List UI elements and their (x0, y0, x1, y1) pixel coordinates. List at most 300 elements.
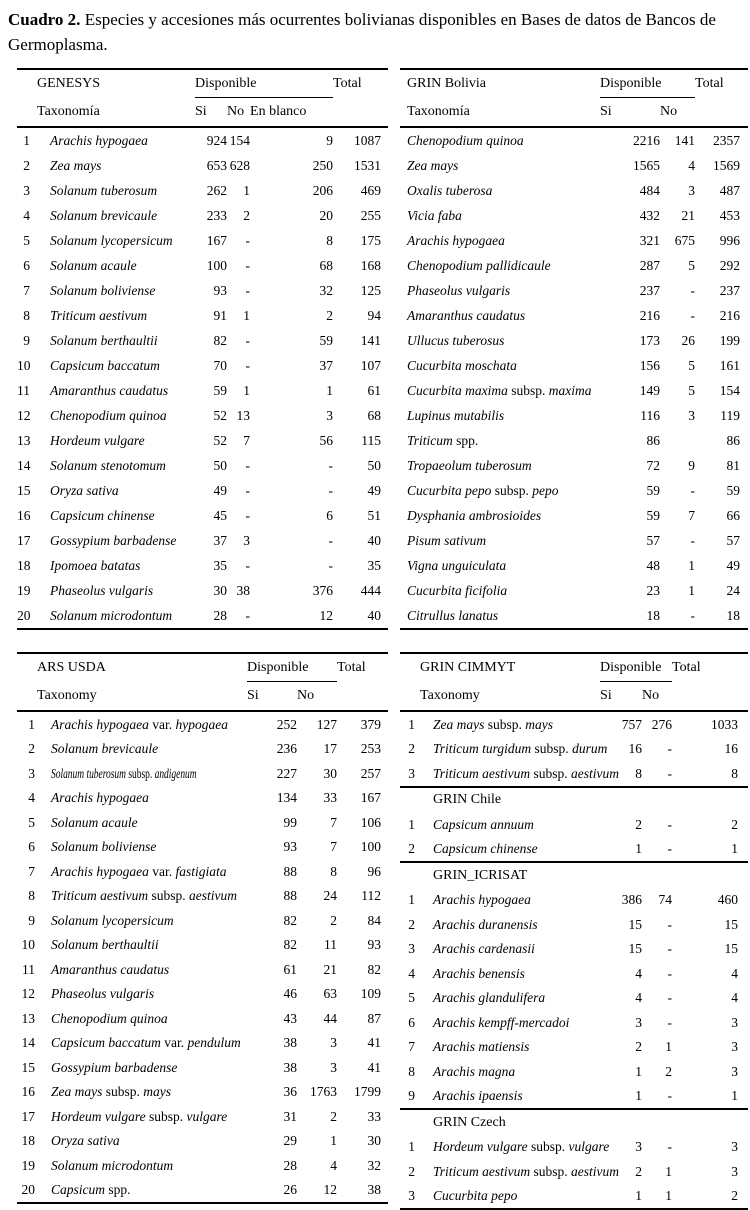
cell-species (30, 203, 195, 228)
cell-species (35, 786, 247, 811)
cell-si: 31 (283, 1108, 298, 1124)
cell-species (400, 253, 600, 278)
caption-label: Cuadro 2. (8, 10, 81, 29)
genesys-header (17, 69, 388, 127)
cell-no: 1 (243, 307, 251, 323)
species-name: Cucurbita maxima (407, 382, 508, 398)
cell-en-blanco: 37 (319, 357, 334, 373)
species-name: Arachis hypogaea (51, 863, 149, 879)
cell-total: 49 (726, 557, 741, 573)
table-row (400, 403, 748, 428)
cell-species (30, 153, 195, 178)
cell-index: 2 (408, 741, 416, 757)
cell-species (400, 127, 600, 153)
cell-no: - (690, 482, 696, 498)
header-taxonomy: Taxonomy (17, 682, 247, 712)
cell-species (30, 378, 195, 403)
cell-si: 88 (283, 888, 298, 904)
section-title-row (400, 1109, 748, 1135)
top-tables-row (17, 68, 748, 630)
table-row (400, 528, 748, 553)
cell-index: 6 (23, 257, 30, 273)
table-row (400, 986, 748, 1011)
species-name: Phaseolus vulgaris (51, 986, 155, 1002)
cell-no: 9 (688, 457, 696, 473)
cell-species (35, 884, 247, 909)
cell-total: 379 (360, 716, 382, 732)
cell-si: 48 (646, 557, 661, 573)
cell-total: 18 (726, 607, 741, 623)
cell-total: 40 (367, 607, 382, 623)
cell-si: 36 (283, 1084, 298, 1100)
table-row (17, 403, 388, 428)
cell-si: 99 (283, 814, 298, 830)
cell-total: 460 (717, 892, 739, 908)
table-row (400, 253, 748, 278)
table-row (17, 328, 388, 353)
cell-total: 141 (360, 332, 382, 348)
table-row (400, 353, 748, 378)
cell-index: 7 (23, 282, 30, 298)
cell-total: 86 (726, 432, 741, 448)
cell-no: - (245, 232, 251, 248)
cell-species (415, 837, 600, 863)
species-name: Arachis hypogaea (51, 790, 149, 806)
species-name: Zea mays (433, 716, 485, 732)
species-name: Solanum tuberosum (50, 182, 158, 198)
species-rank-label: subsp. (148, 888, 190, 904)
cell-no: 2 (330, 1108, 338, 1124)
cell-en-blanco: - (328, 532, 334, 548)
cell-total: 41 (367, 1059, 382, 1075)
species-name: Arachis ipaensis (433, 1088, 523, 1104)
cell-si: 1 (635, 1063, 643, 1079)
cell-total: 453 (719, 207, 741, 223)
cell-total: 57 (726, 532, 741, 548)
cell-species (35, 1080, 247, 1105)
cell-no: 1 (665, 1188, 673, 1204)
cell-si: 18 (646, 607, 661, 623)
cell-no: 127 (316, 716, 338, 732)
cell-total: 115 (361, 432, 382, 448)
species-name: Capsicum baccatum (50, 357, 160, 373)
species-name: Amaranthus caudatus (50, 382, 169, 398)
cell-no: 3 (243, 532, 251, 548)
header-disponible: Disponible (600, 69, 695, 98)
cell-no: - (667, 1088, 673, 1104)
cell-si: 93 (283, 839, 298, 855)
cell-index: 3 (408, 765, 416, 781)
table-row (17, 203, 388, 228)
cell-si: 37 (213, 532, 228, 548)
cell-index: 17 (17, 532, 31, 548)
cell-no: 1 (688, 557, 696, 573)
cell-species (400, 428, 600, 453)
cell-index: 8 (23, 307, 30, 323)
table-row (17, 1178, 388, 1204)
cell-total: 237 (719, 282, 741, 298)
cell-species (30, 253, 195, 278)
cell-no: 7 (688, 507, 696, 523)
table-row (400, 203, 748, 228)
cell-index: 13 (17, 432, 31, 448)
species-rank-label: subsp. (125, 765, 155, 781)
species-name: andigenum (154, 765, 197, 781)
cell-no: - (667, 965, 673, 981)
species-name: Oryza sativa (50, 482, 119, 498)
table-row (400, 711, 748, 737)
cell-no: 5 (688, 357, 696, 373)
cell-total: 51 (367, 507, 382, 523)
species-rank-label: subsp. (530, 765, 572, 781)
species-name: Chenopodium pallidicaule (407, 257, 551, 273)
cell-total: 33 (367, 1108, 382, 1124)
cell-no: 7 (243, 432, 251, 448)
cell-total: 1087 (354, 132, 382, 148)
cell-species (415, 986, 600, 1011)
table-row (17, 253, 388, 278)
cell-species (30, 553, 195, 578)
cell-si: 46 (283, 986, 298, 1002)
cell-total: 996 (719, 232, 741, 248)
table-row (17, 178, 388, 203)
cell-no: 141 (674, 132, 696, 148)
table-row (17, 378, 388, 403)
cell-species (400, 378, 600, 403)
cell-si: 173 (639, 332, 661, 348)
species-rank-label: subsp. (491, 482, 533, 498)
species-rank-label: var. (148, 716, 176, 732)
cell-total: 30 (367, 1133, 382, 1149)
cell-total: 107 (360, 357, 382, 373)
table-row (400, 837, 748, 863)
cell-no: - (667, 916, 673, 932)
cell-species (30, 328, 195, 353)
section-spacer (400, 862, 415, 888)
table-row (17, 553, 388, 578)
cell-species (400, 153, 600, 178)
cell-total: 469 (360, 182, 382, 198)
table-row (17, 810, 388, 835)
cell-no: 5 (688, 382, 696, 398)
cell-si: 49 (213, 482, 228, 498)
cell-si: 59 (646, 507, 661, 523)
cell-species (30, 228, 195, 253)
table-row (17, 303, 388, 328)
cell-index: 10 (17, 357, 31, 373)
species-rank-label: var. (160, 1035, 188, 1051)
cell-total: 444 (360, 582, 382, 598)
cell-total: 50 (367, 457, 382, 473)
cell-no: - (667, 765, 673, 781)
cell-total: 3 (731, 1039, 739, 1055)
section-title: GRIN_ICRISAT (415, 862, 748, 888)
species-name: Arachis benensis (433, 965, 525, 981)
cell-species (35, 1031, 247, 1056)
cell-no: - (667, 1014, 673, 1030)
cell-index: 13 (21, 1010, 35, 1026)
cell-si: 1 (635, 1088, 643, 1104)
cell-index: 1 (408, 892, 416, 908)
cell-si: 4 (635, 990, 643, 1006)
cell-total: 93 (367, 937, 382, 953)
species-name: Solanum microdontum (51, 1157, 174, 1173)
cell-no: - (667, 741, 673, 757)
header-spacer (337, 682, 388, 712)
cell-index: 7 (28, 863, 35, 879)
cell-index: 16 (21, 1084, 35, 1100)
species-name: Solanum tuberosum (51, 765, 126, 781)
cell-species (35, 1153, 247, 1178)
table-row (17, 1104, 388, 1129)
species-rank-label: spp. (105, 1182, 131, 1198)
cell-si: 1 (635, 1188, 643, 1204)
cell-no: - (245, 457, 251, 473)
cell-si: 2 (635, 1163, 643, 1179)
header-si: Si (195, 98, 227, 128)
cell-total: 61 (367, 382, 382, 398)
cell-no: - (690, 282, 696, 298)
cell-no: - (245, 357, 251, 373)
table-row (17, 1055, 388, 1080)
cell-total: 255 (360, 207, 382, 223)
cell-species (30, 478, 195, 503)
cell-total: 38 (367, 1182, 382, 1198)
cell-total: 24 (726, 582, 741, 598)
table-row (17, 957, 388, 982)
cell-species (30, 303, 195, 328)
cell-no: 33 (323, 790, 338, 806)
cell-total: 2 (731, 816, 739, 832)
species-name: Phaseolus vulgaris (50, 582, 154, 598)
table-row (17, 1129, 388, 1154)
cell-total: 1033 (711, 716, 739, 732)
cell-no: - (690, 607, 696, 623)
cell-en-blanco: 3 (326, 407, 334, 423)
table-row (17, 153, 388, 178)
species-rank-label: var. (148, 863, 176, 879)
species-name: Arachis kempff-mercadoi (433, 1014, 570, 1030)
species-name: Capsicum annuum (433, 816, 534, 832)
cell-si: 236 (276, 741, 298, 757)
cell-total: 96 (367, 863, 382, 879)
cell-no: 3 (330, 1035, 338, 1051)
table-row (400, 1084, 748, 1110)
header-disponible: Disponible (195, 69, 333, 98)
cell-no: - (245, 557, 251, 573)
cell-no: 30 (323, 765, 338, 781)
cell-index: 6 (28, 839, 35, 855)
species-name: Ullucus tuberosus (407, 332, 505, 348)
table-row (400, 1159, 748, 1184)
cell-no: 4 (688, 157, 696, 173)
cell-si: 28 (213, 607, 228, 623)
cell-no: 1 (665, 1163, 673, 1179)
table-row (400, 278, 748, 303)
species-name: Triticum aestivum (433, 1163, 531, 1179)
cell-si: 227 (276, 765, 298, 781)
species-name: Amaranthus caudatus (407, 307, 526, 323)
cell-en-blanco: 8 (326, 232, 334, 248)
cell-si: 4 (635, 965, 643, 981)
species-name: Vigna unguiculata (407, 557, 507, 573)
table-row (400, 812, 748, 837)
cell-en-blanco: 2 (326, 307, 334, 323)
cell-no: 1 (665, 1039, 673, 1055)
cell-no: - (245, 507, 251, 523)
cell-no: - (667, 941, 673, 957)
cell-si: 57 (646, 532, 661, 548)
table-row (17, 737, 388, 762)
table-row (17, 428, 388, 453)
header-row-columns (400, 682, 748, 712)
cell-species (415, 1135, 610, 1160)
table-row (400, 578, 748, 603)
table-row (17, 528, 388, 553)
cell-si: 30 (213, 582, 228, 598)
species-name: Zea mays (51, 1084, 103, 1100)
cell-total: 81 (726, 457, 741, 473)
species-name: Solanum berthaultii (51, 937, 159, 953)
cell-si: 15 (628, 941, 643, 957)
species-name: Cucurbita pepo (407, 482, 492, 498)
table-row (400, 1010, 748, 1035)
cell-total: 2 (731, 1188, 739, 1204)
table-row (400, 428, 748, 453)
cell-total: 59 (726, 482, 741, 498)
cell-total: 2357 (713, 132, 741, 148)
cell-species (415, 761, 620, 787)
grin-bolivia-header (400, 69, 748, 127)
species-rank-label: subsp. (145, 1108, 187, 1124)
cell-no: 675 (674, 232, 696, 248)
cell-total: 161 (719, 357, 741, 373)
species-rank-label: spp. (452, 432, 479, 448)
cell-en-blanco: 9 (326, 132, 334, 148)
cell-no: 3 (688, 407, 696, 423)
cell-total: 4 (731, 990, 739, 1006)
species-name: pepo (532, 482, 559, 498)
table-row (17, 884, 388, 909)
species-name: Capsicum chinense (433, 841, 538, 857)
species-name: Zea mays (407, 157, 459, 173)
cell-total: 216 (719, 307, 741, 323)
cell-en-blanco: - (328, 457, 334, 473)
cell-index: 2 (23, 157, 30, 173)
cell-species (400, 178, 600, 203)
species-name: Capsicum (51, 1182, 105, 1198)
species-name: Capsicum chinense (50, 507, 155, 523)
cell-species (415, 711, 600, 737)
cell-no: 21 (681, 207, 696, 223)
cell-index: 3 (408, 1188, 416, 1204)
table-row (17, 835, 388, 860)
header-bank: GRIN CIMMYT (420, 660, 516, 676)
cell-species (415, 1159, 620, 1184)
species-name: Lupinus mutabilis (407, 407, 505, 423)
cell-no: 276 (651, 716, 673, 732)
cell-total: 4 (731, 965, 739, 981)
ars-usda-body (17, 711, 388, 1203)
cell-index: 1 (408, 716, 416, 732)
header-no: No (297, 682, 337, 712)
cell-no: 24 (323, 888, 338, 904)
cell-si: 3 (635, 1139, 643, 1155)
cell-en-blanco: 56 (319, 432, 334, 448)
species-name: Solanum brevicaule (50, 207, 158, 223)
table-grin-others (400, 652, 748, 1210)
cell-species (415, 888, 600, 913)
cell-si: 82 (213, 332, 228, 348)
cell-total: 16 (724, 741, 739, 757)
cell-no: 63 (323, 986, 338, 1002)
species-name: vulgare (186, 1108, 228, 1124)
cell-species (400, 203, 600, 228)
table-row (17, 908, 388, 933)
cell-no: 1 (243, 382, 251, 398)
cell-species (35, 711, 247, 737)
cell-index: 12 (17, 407, 31, 423)
cell-total: 15 (724, 941, 739, 957)
cell-no: - (690, 532, 696, 548)
cell-si: 134 (276, 790, 298, 806)
cell-no: 2 (330, 912, 338, 928)
cell-en-blanco: 59 (319, 332, 334, 348)
header-bank: ARS USDA (37, 660, 106, 676)
cell-total: 1531 (354, 157, 382, 173)
table-row (17, 711, 388, 737)
cell-species (35, 908, 247, 933)
cell-index: 5 (23, 232, 30, 248)
cell-no: 12 (323, 1182, 338, 1198)
header-row-columns (17, 682, 388, 712)
cell-si: 35 (213, 557, 228, 573)
table-row (400, 937, 748, 962)
cell-si: 15 (628, 916, 643, 932)
species-name: Gossypium barbadense (50, 532, 177, 548)
cell-total: 154 (719, 382, 741, 398)
cell-species (400, 303, 600, 328)
species-name: Tropaeolum tuberosum (407, 457, 532, 473)
species-name: aestivum (189, 888, 238, 904)
cell-index: 20 (17, 607, 31, 623)
cell-species (30, 453, 195, 478)
cell-index: 2 (408, 916, 416, 932)
species-name: Triticum turgidum (433, 741, 532, 757)
cell-no: 7 (330, 814, 338, 830)
cell-species (35, 859, 247, 884)
table-row (400, 961, 748, 986)
table-row (17, 933, 388, 958)
cell-total: 3 (731, 1014, 739, 1030)
table-genesys (17, 68, 388, 630)
table-row (400, 1059, 748, 1084)
table-row (17, 503, 388, 528)
cell-si: 167 (206, 232, 228, 248)
species-name: Solanum microdontum (50, 607, 173, 623)
cell-no: 1 (330, 1133, 338, 1149)
section-spacer (400, 787, 415, 813)
cell-si: 23 (646, 582, 661, 598)
cell-total: 253 (360, 741, 382, 757)
header-taxonomia: Taxonomía (400, 98, 600, 128)
cell-index: 6 (408, 1014, 416, 1030)
cell-total: 3 (731, 1139, 739, 1155)
table-row (400, 328, 748, 353)
cell-si: 216 (639, 307, 661, 323)
cell-si: 50 (213, 457, 228, 473)
cell-index: 18 (17, 557, 31, 573)
